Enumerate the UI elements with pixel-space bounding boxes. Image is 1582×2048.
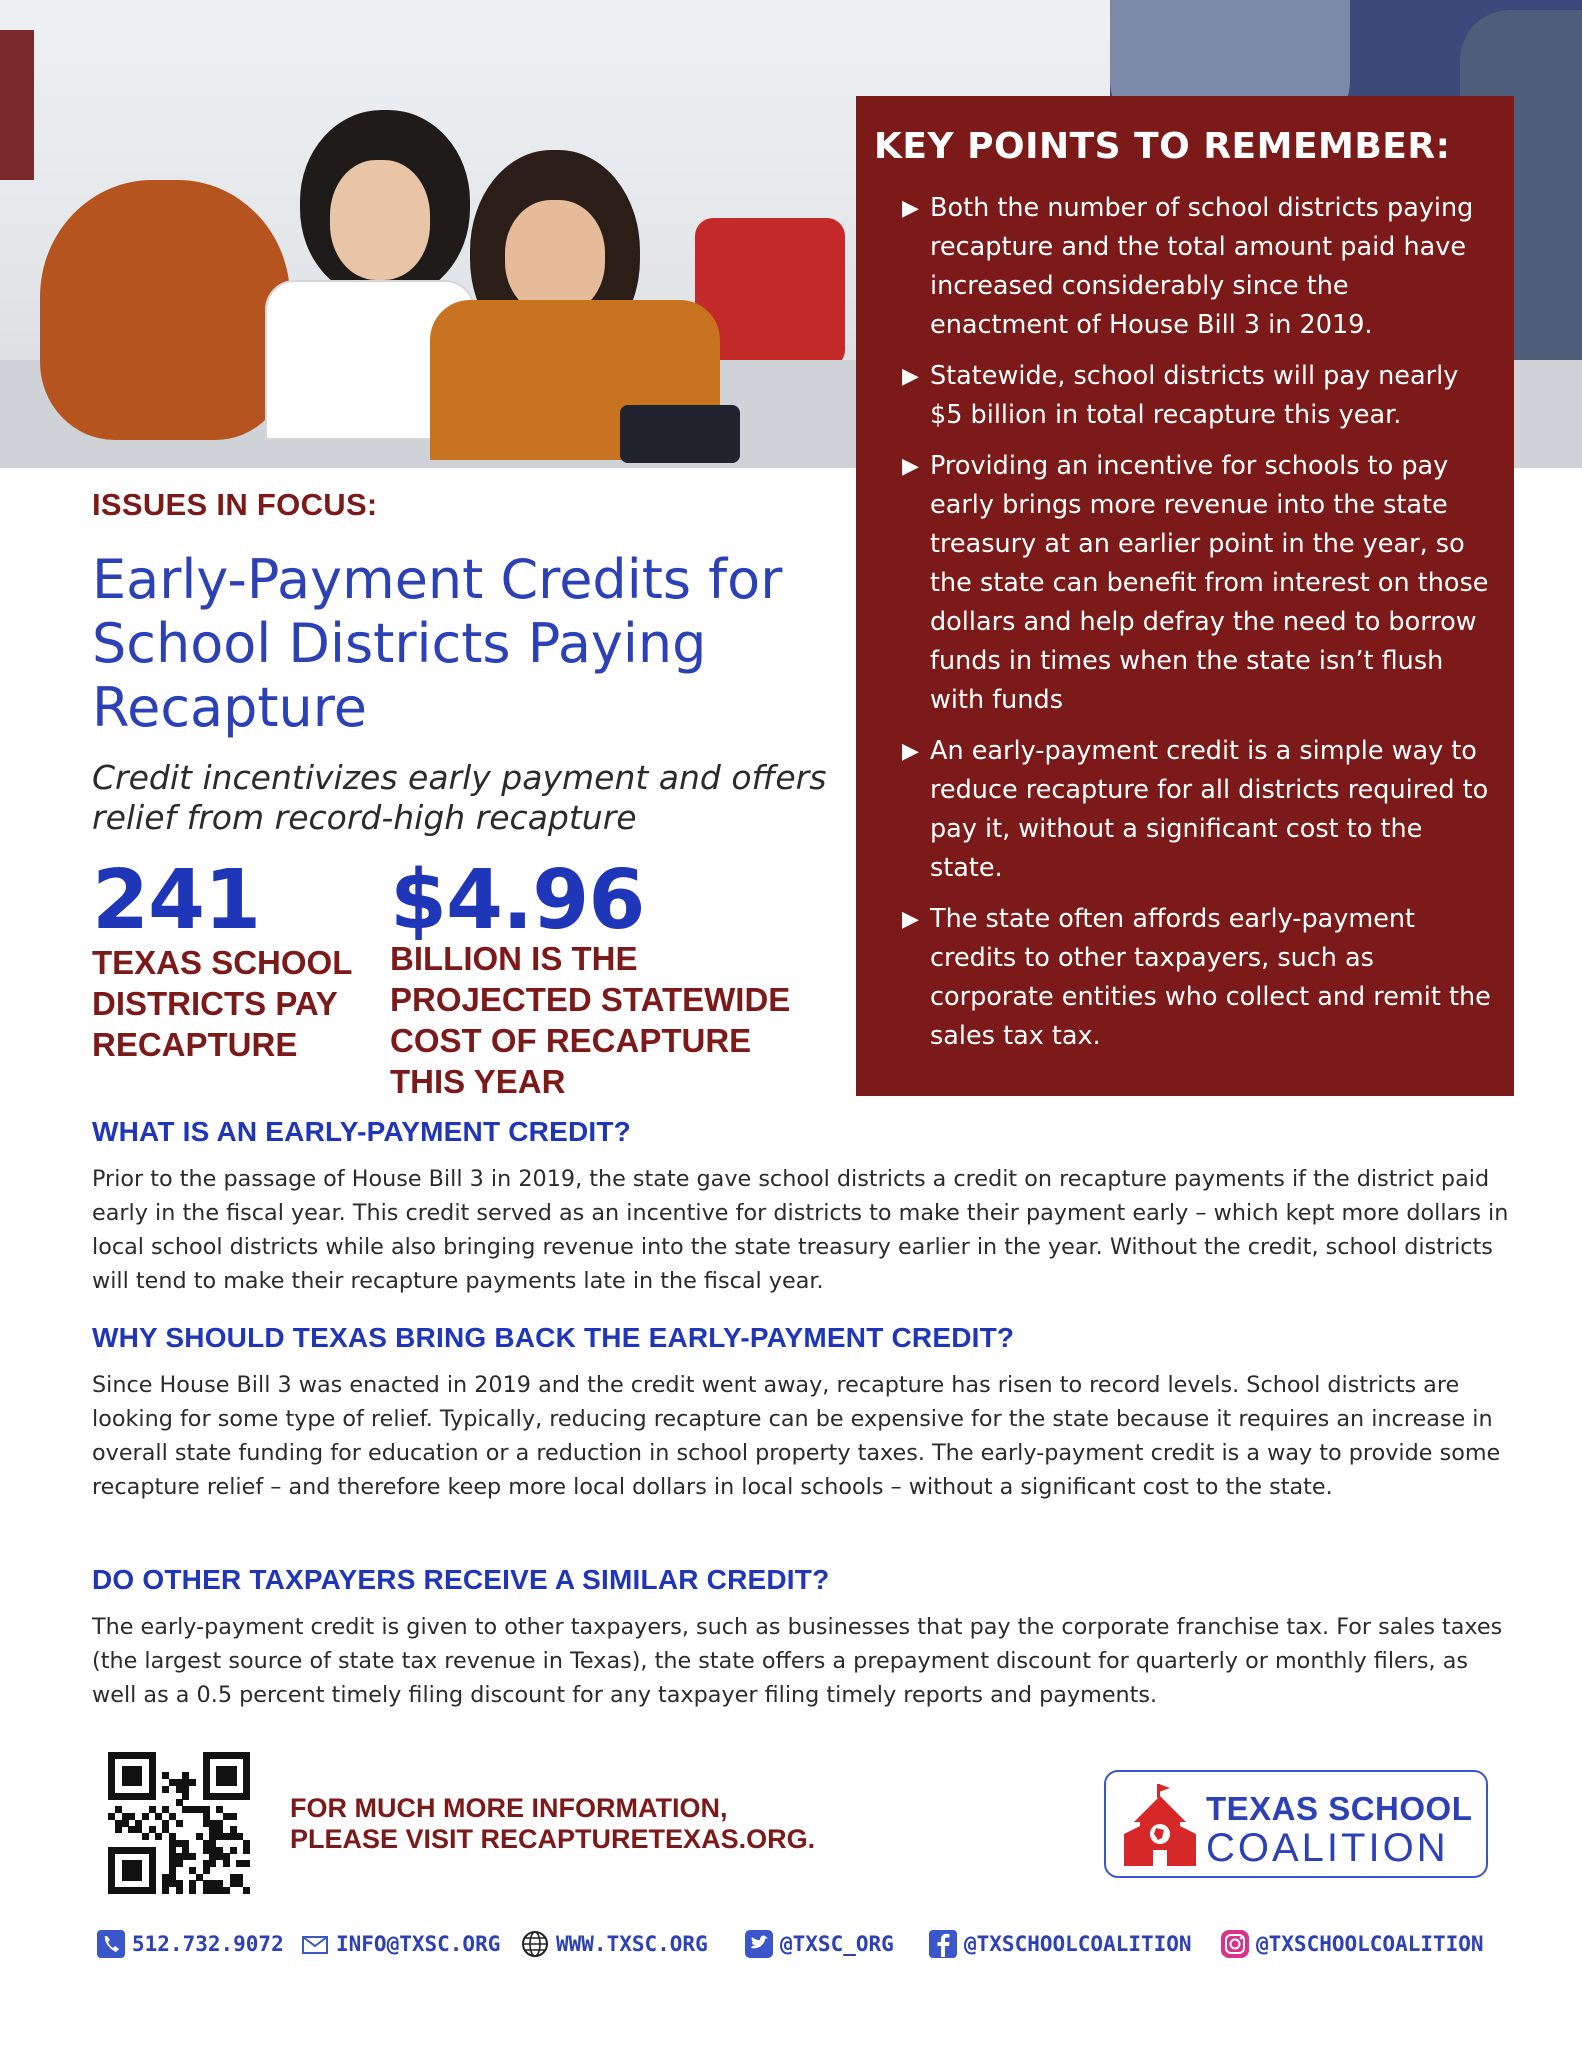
- qr-code[interactable]: [108, 1752, 250, 1894]
- texas-school-coalition-logo: [1104, 1770, 1488, 1878]
- stat-label-line: PROJECTED STATEWIDE: [390, 981, 791, 1018]
- key-point-item: [874, 189, 1492, 345]
- photo-student-right-face: [505, 200, 605, 315]
- qr-module: [223, 1887, 230, 1894]
- qr-module: [149, 1793, 156, 1800]
- more-info-line: FOR MUCH MORE INFORMATION,: [290, 1793, 728, 1823]
- globe-icon: [520, 1929, 550, 1959]
- contact-email[interactable]: [300, 1928, 500, 1960]
- qr-module: [209, 1860, 216, 1867]
- key-points-list: [874, 189, 1492, 1056]
- contact-twitter[interactable]: [744, 1928, 894, 1960]
- qr-module: [189, 1853, 196, 1860]
- facebook-icon: [928, 1929, 958, 1959]
- mail-icon: [300, 1929, 330, 1959]
- stat-241: [92, 853, 353, 1065]
- qr-module: [243, 1887, 250, 1894]
- qr-module: [176, 1860, 183, 1867]
- stat-label: [390, 938, 790, 1102]
- key-point-text: Both the number of school districts paying recapture and the total amount paid have increased considerably since the enactment of House Bill 3 in 2019.: [930, 193, 1474, 340]
- triangle-bullet-icon: ▶: [902, 364, 919, 389]
- stat-label-line: DISTRICTS PAY: [92, 985, 338, 1022]
- key-point-item: [874, 732, 1492, 888]
- twitter-handle: @TXSC_ORG: [780, 1932, 894, 1956]
- stat-label-line: TEXAS SCHOOL: [92, 944, 353, 981]
- section-heading: DO OTHER TAXPAYERS RECEIVE A SIMILAR CREDIT?: [92, 1564, 830, 1595]
- instagram-handle: @TXSCHOOLCOALITION: [1256, 1932, 1484, 1956]
- photo-student-middle-face: [330, 160, 430, 280]
- qr-module: [243, 1847, 250, 1854]
- triangle-bullet-icon: ▶: [902, 907, 919, 932]
- stat-number: 241: [92, 853, 261, 948]
- page-subtitle: Credit incentivizes early payment and offers relief from record-high recapture: [92, 758, 827, 837]
- photo-student-left: [40, 180, 290, 440]
- key-point-text: The state often affords early-payment credits to other taxpayers, such as corporate entities who collect and remit the sales tax tax.: [930, 904, 1491, 1051]
- key-point-item: [874, 447, 1492, 720]
- key-point-text: Statewide, school districts will pay nearly $5 billion in total recapture this year.: [930, 361, 1459, 430]
- qr-module: [230, 1847, 237, 1854]
- triangle-bullet-icon: ▶: [902, 454, 919, 479]
- section-body: Since House Bill 3 was enacted in 2019 and the credit went away, recapture has risen to record levels. School districts are looking for some type of relief. Typically, reducing recapture can be expensive for the state because it requires an increase in overall state funding for education or a reduction in school property taxes. The early-payment credit is a way to provide some recapture relief – and therefore keep more local dollars in local schools – without a significant cost to the state.: [92, 1372, 1501, 1500]
- website-url: WWW.TXSC.ORG: [556, 1932, 708, 1956]
- key-point-text: An early-payment credit is a simple way to reduce recapture for all districts required to pay it, without a significant cost to the state.: [930, 736, 1489, 883]
- key-points-box: [856, 96, 1514, 1096]
- schoolhouse-logo-icon: [1120, 1782, 1200, 1870]
- qr-module: [135, 1874, 142, 1881]
- stat-label-line: BILLION IS THE: [390, 940, 638, 977]
- stat-label-line: COST OF RECAPTURE: [390, 1022, 752, 1059]
- qr-module: [182, 1793, 189, 1800]
- phone-icon: [96, 1929, 126, 1959]
- logo-text-line1: TEXAS SCHOOL: [1206, 1790, 1473, 1827]
- facebook-handle: @TXSCHOOLCOALITION: [964, 1932, 1192, 1956]
- stat-label: [92, 942, 352, 1065]
- page-title: Early-Payment Credits for School Districts Paying Recapture: [92, 548, 783, 739]
- qr-module: [135, 1779, 142, 1786]
- qr-module: [142, 1833, 149, 1840]
- stat-label-line: RECAPTURE: [92, 1026, 298, 1063]
- qr-module: [189, 1887, 196, 1894]
- section-heading: WHY SHOULD TEXAS BRING BACK THE EARLY-PAYMENT CREDIT?: [92, 1322, 1015, 1353]
- key-point-item: [874, 900, 1492, 1056]
- photo-pencil-case: [620, 405, 740, 463]
- key-point-text: Providing an incentive for schools to pay early brings more revenue into the state treasury at an earlier point in the year, so the state can benefit from interest on those dollars and help defray the need to borrow funds in times when the state isn’t flush with funds: [930, 451, 1489, 715]
- qr-module: [176, 1887, 183, 1894]
- qr-module: [189, 1779, 196, 1786]
- qr-module: [162, 1786, 169, 1793]
- triangle-bullet-icon: ▶: [902, 196, 919, 221]
- section-body: The early-payment credit is given to other taxpayers, such as businesses that pay the corporate franchise tax. For sales taxes (the largest source of state tax revenue in Texas), the state offers a prepayment discount for quarterly or monthly filers, as well as a 0.5 percent timely filing discount for any taxpayer filing timely reports and payments.: [92, 1614, 1503, 1708]
- more-info-text: [290, 1793, 815, 1855]
- contact-website[interactable]: [520, 1928, 708, 1960]
- stat-label-line: THIS YEAR: [390, 1063, 566, 1100]
- issues-in-focus-label: ISSUES IN FOCUS:: [92, 487, 378, 522]
- qr-module: [142, 1813, 149, 1820]
- qr-module: [155, 1833, 162, 1840]
- qr-module: [243, 1860, 250, 1867]
- email-address: INFO@TXSC.ORG: [336, 1932, 501, 1956]
- qr-module: [149, 1887, 156, 1894]
- qr-module: [162, 1887, 169, 1894]
- qr-module: [230, 1813, 237, 1820]
- photo-wall-frame: [0, 30, 34, 180]
- contact-instagram[interactable]: [1220, 1928, 1484, 1960]
- contact-facebook[interactable]: [928, 1928, 1192, 1960]
- qr-module: [203, 1867, 210, 1874]
- section-body: Prior to the passage of House Bill 3 in 2019, the state gave school districts a credit on recapture payments if the district paid early in the fiscal year. This credit served as an incentive for districts to make their payment early – which kept more dollars in local school districts while also bringing revenue into the state treasury earlier in the year. Without the credit, school districts will tend to make their recapture payments late in the fiscal year.: [92, 1166, 1509, 1294]
- qr-module: [243, 1793, 250, 1800]
- stat-number: $4.96: [390, 853, 645, 948]
- qr-module: [115, 1826, 122, 1833]
- logo-text-line2: COALITION: [1206, 1826, 1449, 1870]
- phone-number: 512.732.9072: [132, 1932, 284, 1956]
- key-points-title: KEY POINTS TO REMEMBER:: [874, 126, 1451, 167]
- triangle-bullet-icon: ▶: [902, 739, 919, 764]
- instagram-icon: [1220, 1929, 1250, 1959]
- more-info-link[interactable]: PLEASE VISIT RECAPTURETEXAS.ORG.: [290, 1824, 816, 1854]
- twitter-icon: [744, 1929, 774, 1959]
- stat-cost: [390, 853, 791, 1102]
- qr-module: [223, 1860, 230, 1867]
- section-heading: WHAT IS AN EARLY-PAYMENT CREDIT?: [92, 1116, 631, 1147]
- qr-module: [230, 1779, 237, 1786]
- qr-module: [176, 1820, 183, 1827]
- contact-phone[interactable]: [96, 1928, 284, 1960]
- key-point-item: [874, 357, 1492, 435]
